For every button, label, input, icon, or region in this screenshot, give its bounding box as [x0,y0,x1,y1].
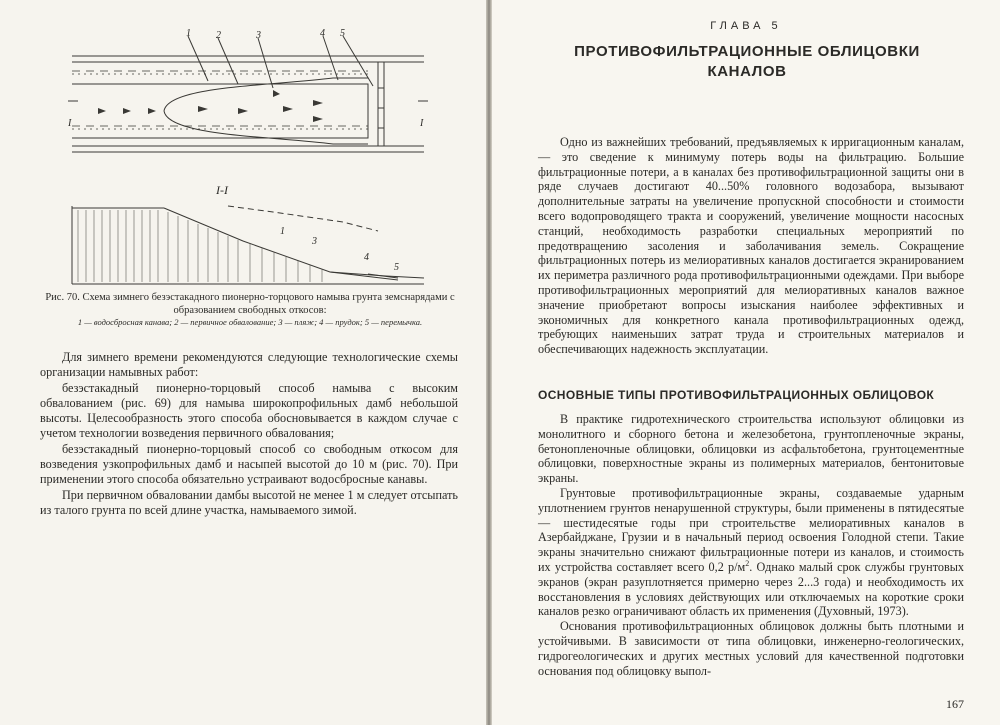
fig-label-3: 3 [256,30,261,41]
paragraph-part: . Однако малый срок службы грунтовых экранов (экран разуплотняется примерно через 2...3 года) и необходимость их восстановления в условиях действующих или отключаемых на короткие сроки каналов резко ограничивают область их применения (Духовный, 1973). [538,559,964,619]
left-paragraph: При первичном обваловании дамбы высотой не менее 1 м следует отсыпать из талого грунта по всей длине участка, намываемого зимой. [40,488,458,517]
body-paragraph: Основания противофильтрационных облицовок должны быть плотными и устойчивыми. В зависимости от типа облицовки, инженерно-геологических, гидрогеологических и других местных условий для качественной подготовки основания под облицовку выпол- [538,619,964,678]
section-title: I-I [216,183,228,197]
section-label-5: 5 [394,262,399,273]
superscript: 2 [745,558,750,568]
left-body-text [40,350,458,519]
figure-70-diagram [68,26,428,291]
fig-label-2: 2 [216,30,221,41]
section-label-1: 1 [280,226,285,237]
fig-label-1: 1 [186,28,191,39]
right-page [492,0,1000,725]
section-label-4: 4 [364,252,369,263]
section-marker-right: I [420,118,424,129]
left-paragraph: безэстакадный пионерно-торцовый способ намыва с высоким обвалованием (рис. 69) для намыва широкопрофильных дамб небольшой высоты. Целесообразность этого способа обосновывается в каждом случае с учетом технологии возведения первичного обвалования; [40,381,458,440]
body-paragraph [538,486,964,619]
section-heading: ОСНОВНЫЕ ТИПЫ ПРОТИВОФИЛЬТРАЦИОННЫХ ОБЛИЦОВОК [538,388,935,402]
page-number: 167 [946,697,964,711]
section-label-3: 3 [312,236,317,247]
figure-caption [40,292,460,327]
intro-text [538,135,964,357]
section-body-text [538,412,964,678]
section-marker-left: I [68,118,72,129]
paragraph-part: Грунтовые противофильтрационные экраны, создаваемые ударным уплотнением грунтов ненарушенной структуры, были применены в пятидесятые — шестидесятые годы при строительстве мелиоративных каналов в Азербайджане, Грузии и в начальный период освоения Голодной степи. Такие экраны значительно снижают фильтрационные потери из каналов, и стоимость их устройства составляет всего 0,2 р/м [538,485,964,574]
fig-label-5: 5 [340,28,345,39]
left-paragraph: Для зимнего времени рекомендуются следующие технологические схемы организации намывных работ: [40,350,458,379]
chapter-title: ПРОТИВОФИЛЬТРАЦИОННЫЕ ОБЛИЦОВКИ КАНАЛОВ [574,43,920,80]
fig-label-4: 4 [320,28,325,39]
body-paragraph: В практике гидротехнического строительства используют облицовки из монолитного и сборного бетона и железобетона, грунтопленочные экраны, бетонопленочные облицовки, облицовки из асфальтобетона, грунтоцементные облицовки, поверхностные экраны из полимерных материалов, бентонитовые экраны. [538,412,964,486]
intro-paragraph: Одно из важнейших требований, предъявляемых к ирригационным каналам, — это сведение к минимуму потерь воды на фильтрацию. Большие фильтрационные потери, а в каналах без противофильтрационной защиты они в ряде случаев достигают 40...50% головного водозабора, вызывают дополнительные затраты на увеличение пропускной способности и стоимости всего водопроводящего тракта и сооружений, увеличение мощности насосных станций, необходимость разработки специальных мероприятий по предотвращению засоления и заболачивания земель. Сокращение фильтрационных потерь из мелиоративных каналов достигается экранированием их периметра различного рода противофильтрационными одеждами. При выборе противофильтрационных мероприятий для мелиоративных каналов важное значение приобретают вопросы изыскания наиболее эффективных и экономичных для конкретного канала противофильтрационных одежд, требующих наименьших затрат труда и строительных материалов и обеспечивающих надежность эксплуатации. [538,135,964,357]
left-paragraph: безэстакадный пионерно-торцовый способ со свободным откосом для возведения узкопрофильных дамб и насыпей высотой до 10 м (рис. 70). При применении этого способа обязательно устраивают водосбросные канавы. [40,442,458,486]
caption-legend: 1 — водосбросная канава; 2 — первичное обвалование; 3 — пляж; 4 — прудок; 5 — перемычка. [77,317,423,327]
chapter-label: ГЛАВА 5 [710,20,782,32]
left-page [0,0,486,725]
caption-text: Рис. 70. Схема зимнего безэстакадного пионерно-торцового намыва грунта земснарядами с образованием свободных откосов: [45,292,455,316]
